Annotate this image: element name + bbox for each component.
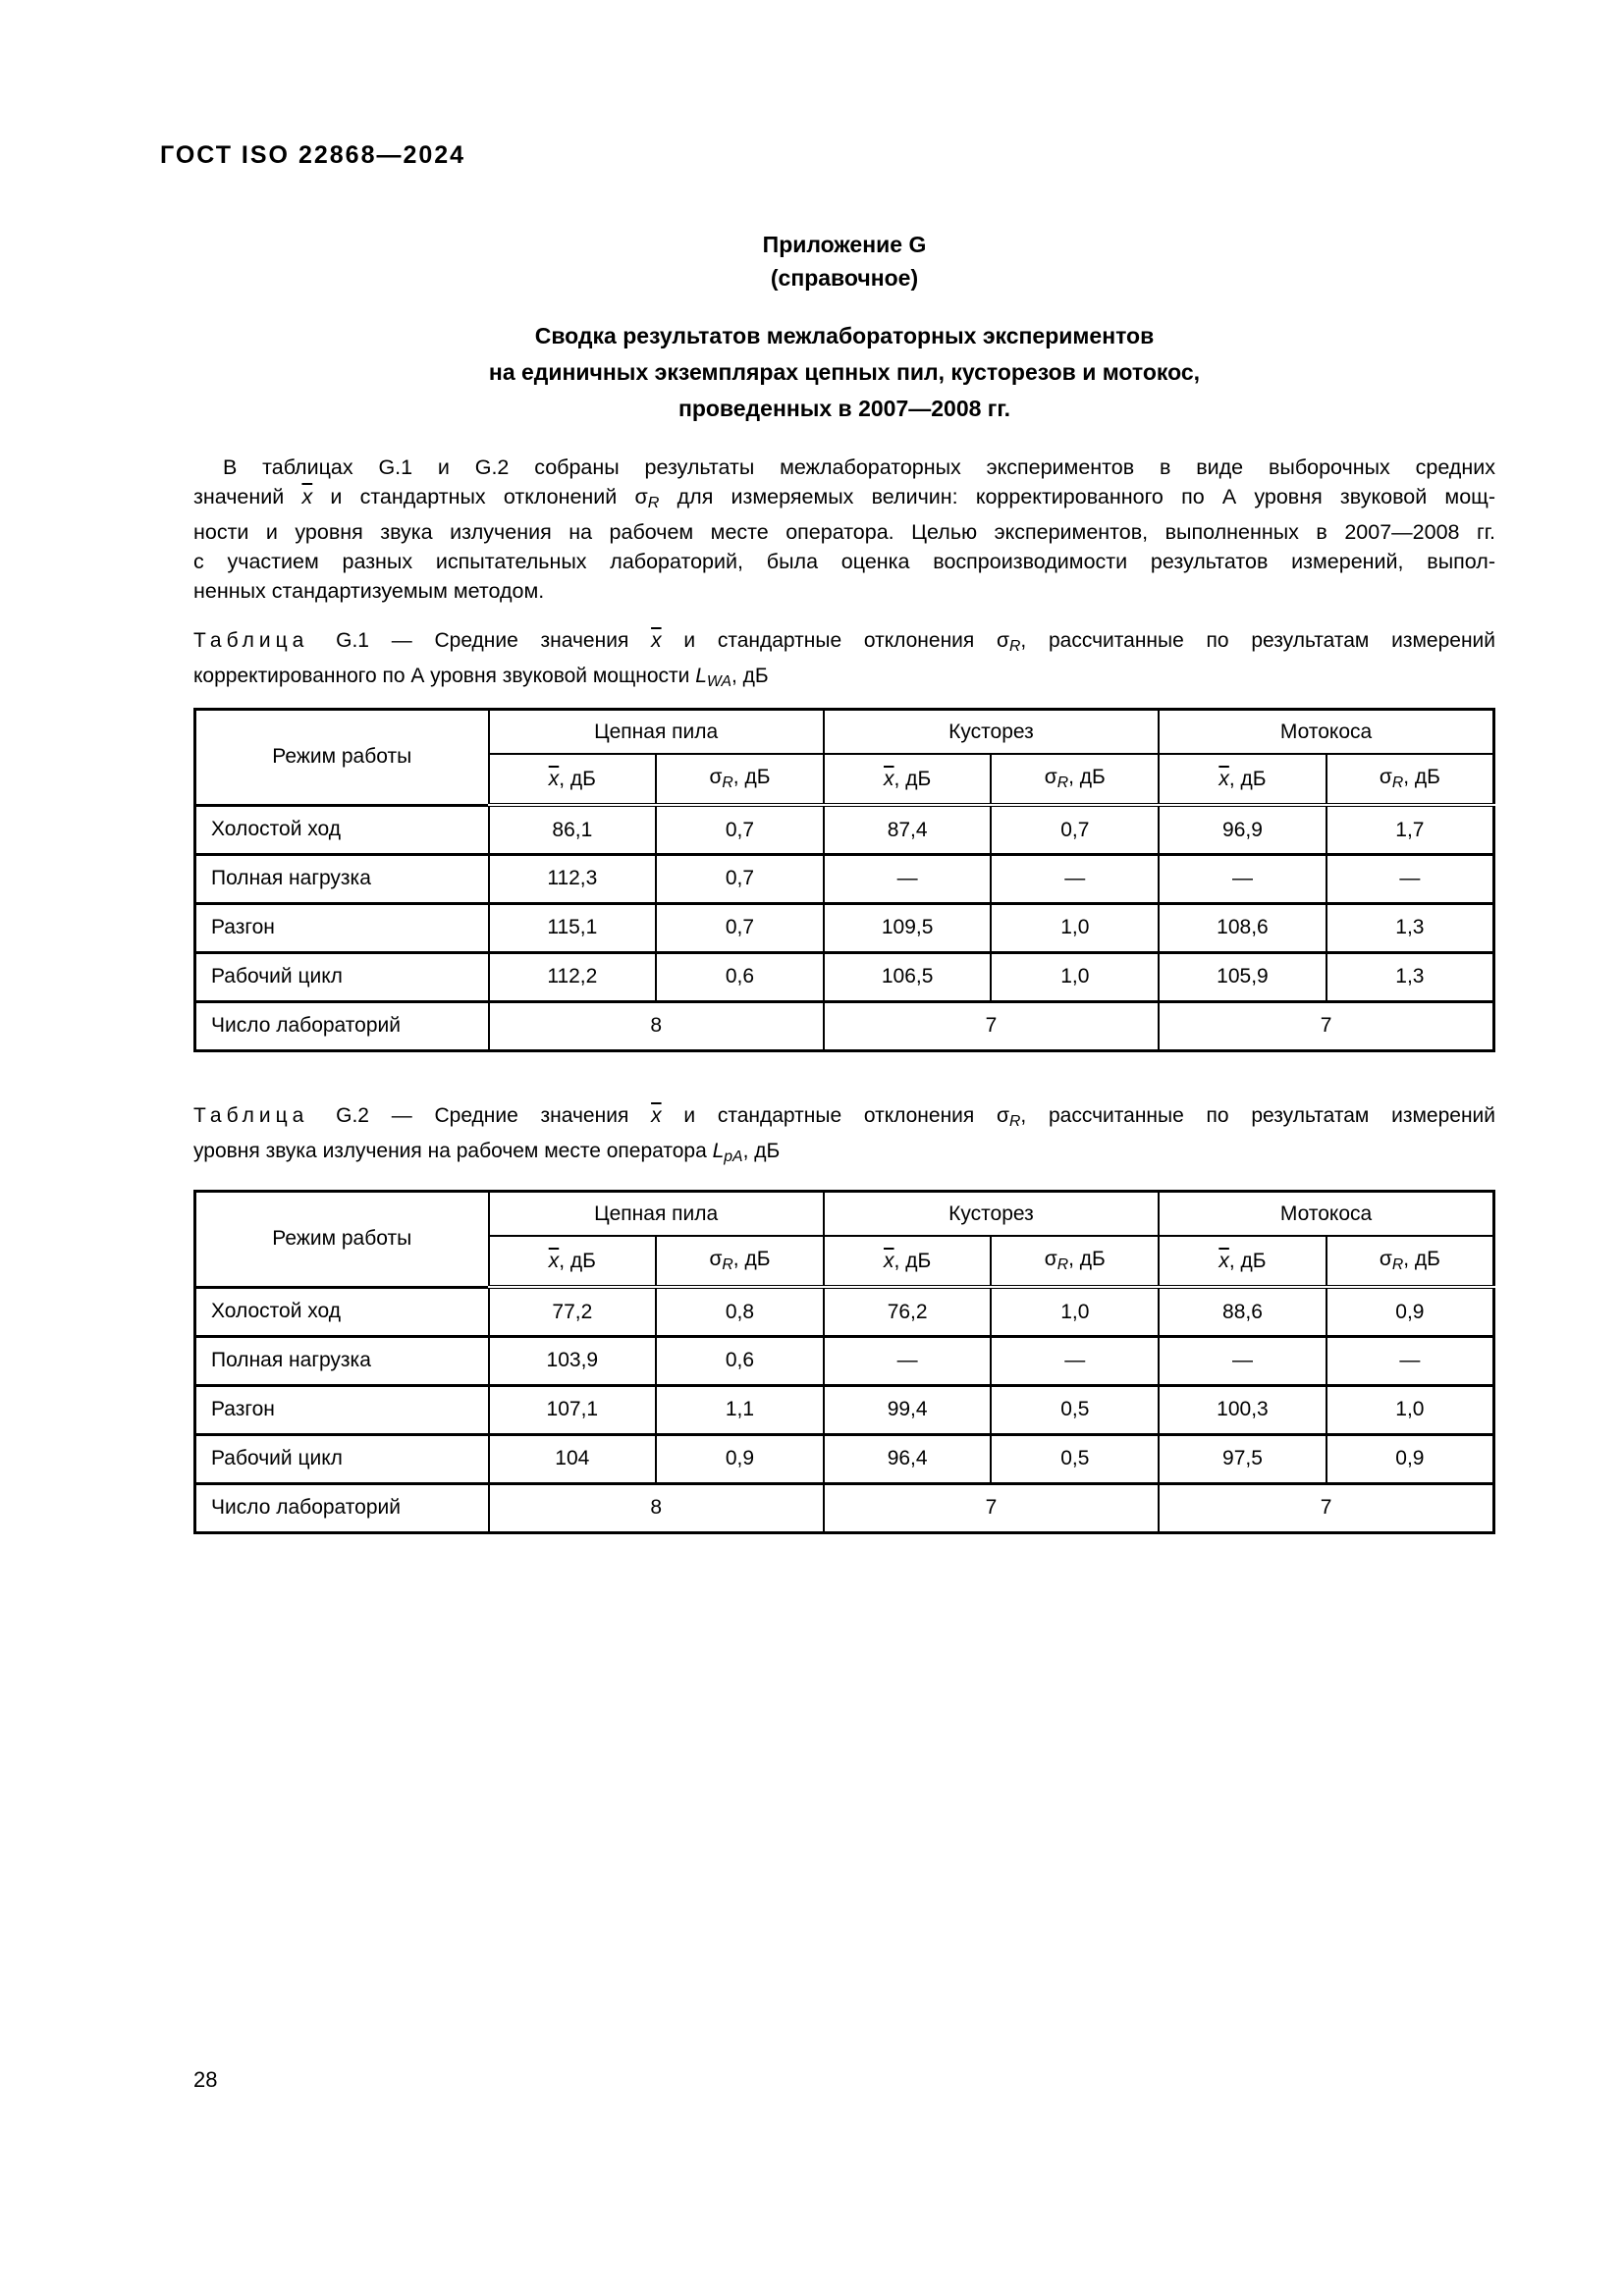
appendix-heading xyxy=(193,228,1495,294)
labs-count-trimmer: 7 xyxy=(1159,1483,1493,1532)
document-title xyxy=(193,318,1495,427)
subheader-sigma: σR, дБ xyxy=(656,1236,824,1287)
group-header-brushcutter: Кусторез xyxy=(824,1191,1159,1236)
subheader-mean: $\overline{x}$, дБ xyxy=(824,1236,992,1287)
table-cell: 1,3 xyxy=(1326,903,1494,952)
labs-count-chainsaw: 8 xyxy=(489,1483,824,1532)
subheader-sigma: σR, дБ xyxy=(1326,754,1494,805)
caption-line: Таблица G.2 — Средние значения $\overline{x}$ и стандартные отклонения σR, рассчитанные по результатам измерений xyxy=(193,1103,1495,1130)
table-cell: 109,5 xyxy=(824,903,992,952)
appendix-sublabel: (справочное) xyxy=(770,265,919,291)
column-header-mode: Режим работы xyxy=(195,1191,489,1287)
subheader-mean: $\overline{x}$, дБ xyxy=(1159,754,1326,805)
table-cell: 77,2 xyxy=(489,1287,657,1336)
table-cell: 96,9 xyxy=(1159,805,1326,854)
table-row xyxy=(195,854,1494,903)
table-cell: 108,6 xyxy=(1159,903,1326,952)
title-line: на единичных экземплярах цепных пил, кусторезов и мотокос, xyxy=(488,359,1201,385)
table-cell: — xyxy=(824,854,992,903)
table-row xyxy=(195,1336,1494,1385)
table-cell: 88,6 xyxy=(1159,1287,1326,1336)
intro-paragraph xyxy=(193,453,1495,606)
paragraph-line: ности и уровня звука излучения на рабочем месте оператора. Целью экспериментов, выполненных в 2007—2008 гг. xyxy=(193,520,1495,545)
table-cell: — xyxy=(991,854,1159,903)
subheader-sigma: σR, дБ xyxy=(656,754,824,805)
row-label: Рабочий цикл xyxy=(195,952,489,1001)
subheader-mean: $\overline{x}$, дБ xyxy=(1159,1236,1326,1287)
table-cell: 1,0 xyxy=(991,903,1159,952)
row-label: Холостой ход xyxy=(195,805,489,854)
table-cell: 76,2 xyxy=(824,1287,992,1336)
row-label: Число лабораторий xyxy=(195,1483,489,1532)
table-cell: 87,4 xyxy=(824,805,992,854)
table-cell: 0,9 xyxy=(1326,1287,1494,1336)
table-cell: 105,9 xyxy=(1159,952,1326,1001)
table-cell: 115,1 xyxy=(489,903,657,952)
group-header-trimmer: Мотокоса xyxy=(1159,1191,1493,1236)
subheader-mean: $\overline{x}$, дБ xyxy=(489,754,657,805)
caption-line: корректированного по А уровня звуковой мощности LWA, дБ xyxy=(193,664,769,690)
labs-count-trimmer: 7 xyxy=(1159,1001,1493,1050)
caption-line: уровня звука излучения на рабочем месте оператора LpA, дБ xyxy=(193,1139,781,1165)
table-cell: 99,4 xyxy=(824,1385,992,1434)
group-header-brushcutter: Кусторез xyxy=(824,709,1159,754)
table-row xyxy=(195,1287,1494,1336)
table-cell: — xyxy=(991,1336,1159,1385)
labs-count-brushcutter: 7 xyxy=(824,1483,1159,1532)
table-cell: 1,3 xyxy=(1326,952,1494,1001)
table-cell: 0,7 xyxy=(656,805,824,854)
page-number: 28 xyxy=(193,2067,218,2092)
subheader-sigma: σR, дБ xyxy=(991,1236,1159,1287)
paragraph-line: значений $\overline{x}$ и стандартных отклонений σR для измеряемых величин: корректированного по А уровня звуковой мощ- xyxy=(193,485,1495,512)
table-cell: — xyxy=(824,1336,992,1385)
table-row xyxy=(195,1385,1494,1434)
table-row xyxy=(195,1434,1494,1483)
table-cell: 104 xyxy=(489,1434,657,1483)
row-label: Полная нагрузка xyxy=(195,854,489,903)
table-cell: 1,0 xyxy=(1326,1385,1494,1434)
table-cell: 0,9 xyxy=(1326,1434,1494,1483)
table-cell: 0,7 xyxy=(656,854,824,903)
group-header-chainsaw: Цепная пила xyxy=(489,709,824,754)
subheader-sigma: σR, дБ xyxy=(991,754,1159,805)
table-cell: — xyxy=(1326,1336,1494,1385)
table-cell: 1,7 xyxy=(1326,805,1494,854)
table-cell: 96,4 xyxy=(824,1434,992,1483)
row-label: Разгон xyxy=(195,1385,489,1434)
subheader-mean: $\overline{x}$, дБ xyxy=(824,754,992,805)
group-header-chainsaw: Цепная пила xyxy=(489,1191,824,1236)
title-line: проведенных в 2007—2008 гг. xyxy=(677,396,1011,421)
row-label: Холостой ход xyxy=(195,1287,489,1336)
table-g1-caption xyxy=(193,626,1495,697)
table-cell: 107,1 xyxy=(489,1385,657,1434)
table-cell: 0,7 xyxy=(656,903,824,952)
table-cell: 0,6 xyxy=(656,1336,824,1385)
table-cell: 0,7 xyxy=(991,805,1159,854)
paragraph-line: В таблицах G.1 и G.2 собраны результаты межлабораторных экспериментов в виде выборочных средних xyxy=(223,455,1495,479)
table-cell: 106,5 xyxy=(824,952,992,1001)
table-cell: 1,0 xyxy=(991,1287,1159,1336)
paragraph-line: с участием разных испытательных лабораторий, была оценка воспроизводимости результатов измерений, выпол- xyxy=(193,550,1495,574)
table-cell: 0,5 xyxy=(991,1385,1159,1434)
table-cell: 0,6 xyxy=(656,952,824,1001)
caption-line: Таблица G.1 — Средние значения $\overline{x}$ и стандартные отклонения σR, рассчитанные по результатам измерений xyxy=(193,629,1495,655)
table-cell: 1,0 xyxy=(991,952,1159,1001)
labs-count-chainsaw: 8 xyxy=(489,1001,824,1050)
table-cell: 86,1 xyxy=(489,805,657,854)
table-footer-row xyxy=(195,1483,1494,1532)
table-cell: — xyxy=(1159,854,1326,903)
table-g2-caption xyxy=(193,1101,1495,1172)
labs-count-brushcutter: 7 xyxy=(824,1001,1159,1050)
table-g1 xyxy=(193,708,1495,1052)
table-row xyxy=(195,805,1494,854)
table-row xyxy=(195,952,1494,1001)
table-cell: 0,5 xyxy=(991,1434,1159,1483)
subheader-mean: $\overline{x}$, дБ xyxy=(489,1236,657,1287)
appendix-label: Приложение G xyxy=(762,232,927,257)
table-cell: 112,3 xyxy=(489,854,657,903)
table-footer-row xyxy=(195,1001,1494,1050)
paragraph-line: ненных стандартизуемым методом. xyxy=(193,579,545,604)
table-cell: 97,5 xyxy=(1159,1434,1326,1483)
table-cell: — xyxy=(1326,854,1494,903)
row-label: Число лабораторий xyxy=(195,1001,489,1050)
table-cell: 0,8 xyxy=(656,1287,824,1336)
table-cell: 0,9 xyxy=(656,1434,824,1483)
table-cell: 1,1 xyxy=(656,1385,824,1434)
document-header: ГОСТ ISO 22868—2024 xyxy=(160,141,466,169)
table-cell: 103,9 xyxy=(489,1336,657,1385)
page-content xyxy=(193,0,1495,1534)
table-g2 xyxy=(193,1190,1495,1534)
column-header-mode: Режим работы xyxy=(195,709,489,805)
table-row xyxy=(195,903,1494,952)
table-cell: 100,3 xyxy=(1159,1385,1326,1434)
table-cell: 112,2 xyxy=(489,952,657,1001)
row-label: Полная нагрузка xyxy=(195,1336,489,1385)
row-label: Рабочий цикл xyxy=(195,1434,489,1483)
title-line: Сводка результатов межлабораторных экспериментов xyxy=(534,323,1155,348)
table-cell: — xyxy=(1159,1336,1326,1385)
row-label: Разгон xyxy=(195,903,489,952)
group-header-trimmer: Мотокоса xyxy=(1159,709,1493,754)
subheader-sigma: σR, дБ xyxy=(1326,1236,1494,1287)
